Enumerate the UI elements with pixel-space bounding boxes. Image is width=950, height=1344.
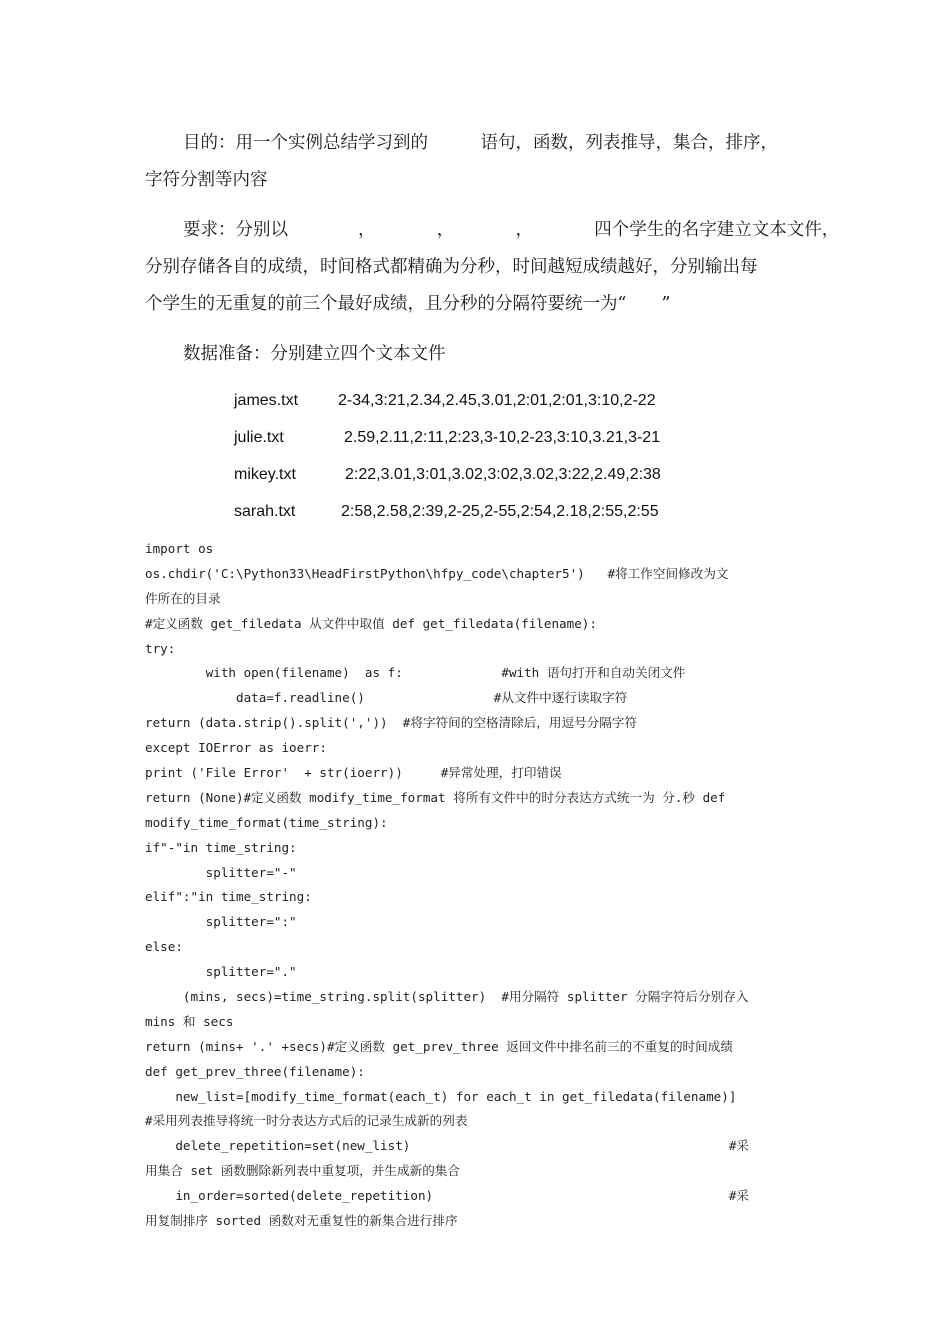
code-line: if"-"in time_string:: [145, 839, 297, 855]
code-listing: [145, 537, 810, 1234]
file-data: 2.59,2.11,2:11,2:23,3-10,2-23,3:10,3.21,3-21: [344, 429, 661, 446]
file-data: 2:58,2.58,2:39,2-25,2-55,2:54,2.18,2:55,2:55: [341, 503, 659, 520]
code-line: #采用列表推导将统一时分表达方式后的记录生成新的列表: [145, 1113, 468, 1129]
file-row: [234, 493, 794, 530]
code-line: mins 和 secs: [145, 1013, 234, 1029]
data-prep-paragraph: [145, 336, 810, 373]
file-data: 2-34,3:21,2.34,2.45,3.01,2:01,2:01,3:10,2-22: [338, 392, 656, 409]
file-name: julie.txt: [234, 429, 284, 446]
file-list: [234, 382, 794, 530]
code-line: #定义函数 get_filedata 从文件中取值 def get_filedata(filename):: [145, 615, 597, 631]
purpose-paragraph: [145, 125, 810, 199]
code-line: print ('File Error' + str(ioerr)) #异常处理，打印错误: [145, 765, 562, 781]
code-line: try:: [145, 640, 176, 656]
code-line: os.chdir('C:\Python33\HeadFirstPython\hfpy_code\chapter5') #将工作空间修改为文: [145, 565, 729, 581]
requirement-line-1: 要求：分别以 ， ， ， 四个学生的名字建立文本文件，: [183, 220, 840, 240]
file-row: [234, 419, 794, 456]
code-line: new_list=[modify_time_format(each_t) for each_t in get_filedata(filename)]: [145, 1088, 737, 1104]
data-prep-text: 数据准备：分别建立四个文本文件: [183, 344, 446, 364]
file-row: [234, 382, 794, 419]
code-line: splitter=".": [145, 964, 297, 980]
code-line: 用复制排序 sorted 函数对无重复性的新集合进行排序: [145, 1213, 458, 1229]
purpose-line-2: 字符分割等内容: [145, 170, 268, 190]
code-line: except IOError as ioerr:: [145, 740, 327, 756]
requirement-line-2: 分别存储各自的成绩，时间格式都精确为分秒，时间越短成绩越好，分别输出每: [145, 257, 758, 277]
code-line: splitter="-": [145, 864, 297, 880]
file-name: sarah.txt: [234, 503, 296, 520]
code-line: else:: [145, 939, 183, 955]
code-line: elif":"in time_string:: [145, 889, 312, 905]
file-row: [234, 456, 794, 493]
code-line: return (mins+ '.' +secs)#定义函数 get_prev_three 返回文件中排名前三的不重复的时间成绩: [145, 1038, 733, 1054]
code-line: 用集合 set 函数删除新列表中重复项，并生成新的集合: [145, 1163, 460, 1179]
purpose-line-1: 目的：用一个实例总结学习到的 语句，函数，列表推导，集合，排序，: [183, 133, 778, 153]
file-data: 2:22,3.01,3:01,3.02,3:02,3.02,3:22,2.49,2:38: [345, 466, 661, 483]
code-line: in_order=sorted(delete_repetition) #采: [145, 1188, 749, 1204]
code-line: splitter=":": [145, 914, 297, 930]
code-line: return (data.strip().split(',')) #将字符间的空格清除后，用逗号分隔字符: [145, 715, 638, 731]
code-line: import os: [145, 541, 214, 556]
code-line: data=f.readline() #从文件中逐行读取字符: [145, 690, 628, 706]
requirement-line-3: 个学生的无重复的前三个最好成绩，且分秒的分隔符要统一为“ ”: [145, 294, 671, 314]
code-line: modify_time_format(time_string):: [145, 814, 388, 830]
code-line: 件所在的目录: [145, 590, 221, 606]
requirement-paragraph: [145, 212, 840, 323]
code-line: (mins, secs)=time_string.split(splitter) #用分隔符 splitter 分隔字符后分别存入: [145, 989, 749, 1005]
file-name: james.txt: [234, 392, 299, 409]
code-line: delete_repetition=set(new_list) #采: [145, 1138, 749, 1154]
code-line: with open(filename) as f: #with 语句打开和自动关闭文件: [145, 665, 686, 681]
file-name: mikey.txt: [234, 466, 296, 483]
code-line: def get_prev_three(filename):: [145, 1063, 365, 1079]
code-line: return (None)#定义函数 modify_time_format 将所有文件中的时分表达方式统一为 分.秒 def: [145, 789, 726, 805]
